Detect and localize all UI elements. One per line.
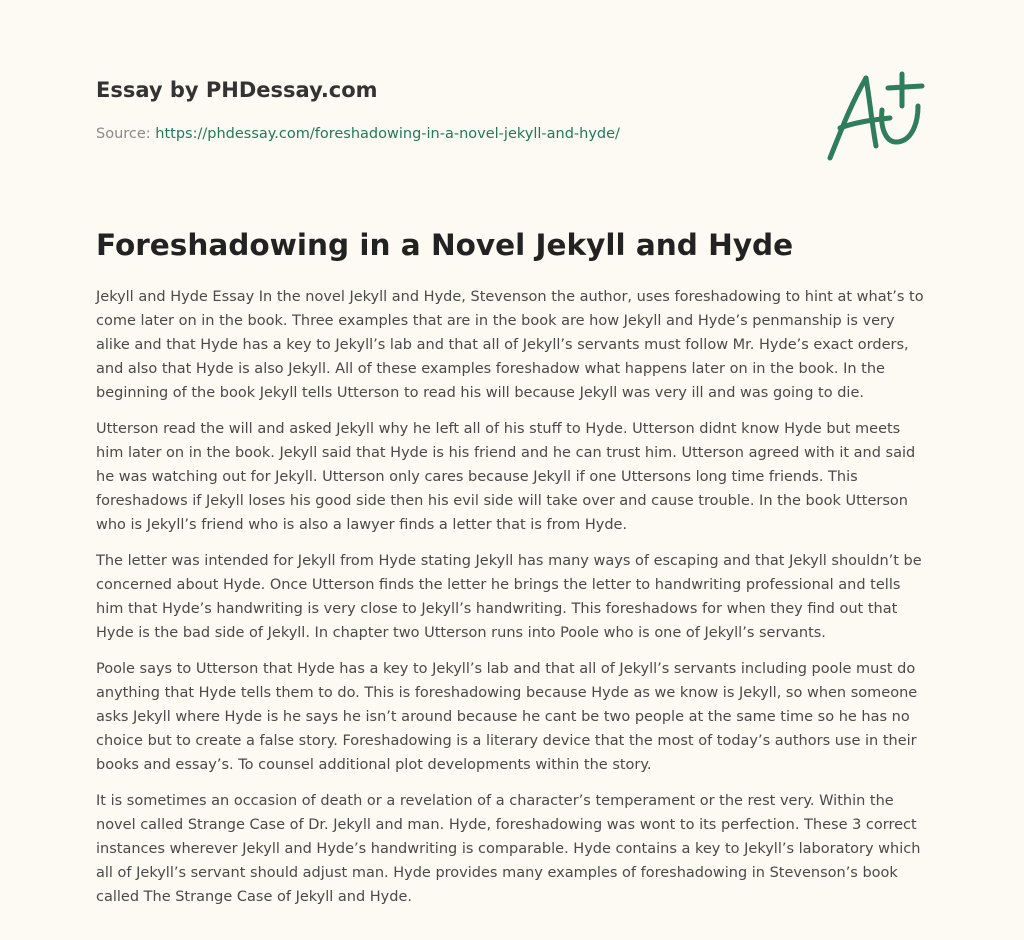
paragraph: Utterson read the will and asked Jekyll why he left all of his stuff to Hyde. Utterson didnt know Hyde but meets him later on in the book. Jekyll said that Hyde is his friend and he can trust him. Utterson agreed with it and said he was watching out for Jekyll. Utterson only cares because Jekyll if one Uttersons long time friends. This foreshadows if Jekyll loses his good side then his evil side will take over and cause trouble. In the book Utterson who is Jekyll’s friend who is also a lawyer finds a letter that is from Hyde. <box>96 421 916 533</box>
paragraph: Poole says to Utterson that Hyde has a key to Jekyll’s lab and that all of Jekyll’s servants including poole must do anything that Hyde tells them to do. This is foreshadowing because Hyde as we know is Jekyll, so when someone asks Jekyll where Hyde is he says he isn’t around because he cant be two people at the same time so he has no choice but to create a false story. Foreshadowing is a literary device that the most of today’s authors use in their books and essay’s. To counsel additional plot developments within the story. <box>96 661 918 773</box>
site-brand: Essay by PHDessay.com <box>96 78 378 102</box>
article-title: Foreshadowing in a Novel Jekyll and Hyde <box>96 228 794 262</box>
source-link[interactable]: https://phdessay.com/foreshadowing-in-a-novel-jekyll-and-hyde/ <box>155 126 620 142</box>
paragraph: Jekyll and Hyde Essay In the novel Jekyll and Hyde, Stevenson the author, uses foreshadowing to hint at what’s to come later on in the book. Three examples that are in the book are how Jekyll and Hyde’s penmanship is very alike and that Hyde has a key to Jekyll’s lab and that all of Jekyll’s servants must follow Mr. Hyde’s exact orders, and also that Hyde is also Jekyll. All of these examples foreshadow what happens later on in the book. In the beginning of the book Jekyll tells Utterson to read his will because Jekyll was very ill and was going to die. <box>96 289 924 401</box>
article-body <box>96 285 932 921</box>
source-line <box>96 124 796 144</box>
paragraph: It is sometimes an occasion of death or a revelation of a character’s temperament or the rest very. Within the novel called Strange Case of Dr. Jekyll and man. Hyde, foreshadowing was wont to its perfection. These 3 correct instances wherever Jekyll and Hyde’s handwriting is comparable. Hyde contains a key to Jekyll’s laboratory which all of Jekyll’s servant should adjust man. Hyde provides many examples of foreshadowing in Stevenson’s book called The Strange Case of Jekyll and Hyde. <box>96 793 921 905</box>
paragraph: The letter was intended for Jekyll from Hyde stating Jekyll has many ways of escaping and that Jekyll shouldn’t be concerned about Hyde. Once Utterson finds the letter he brings the letter to handwriting professional and tells him that Hyde’s handwriting is very close to Jekyll’s handwriting. This foreshadows for when they find out that Hyde is the bad side of Jekyll. In chapter two Utterson runs into Poole who is one of Jekyll’s servants. <box>96 553 922 641</box>
page-header <box>96 76 796 144</box>
source-label: Source: <box>96 126 156 142</box>
a-plus-logo-icon <box>820 66 930 166</box>
